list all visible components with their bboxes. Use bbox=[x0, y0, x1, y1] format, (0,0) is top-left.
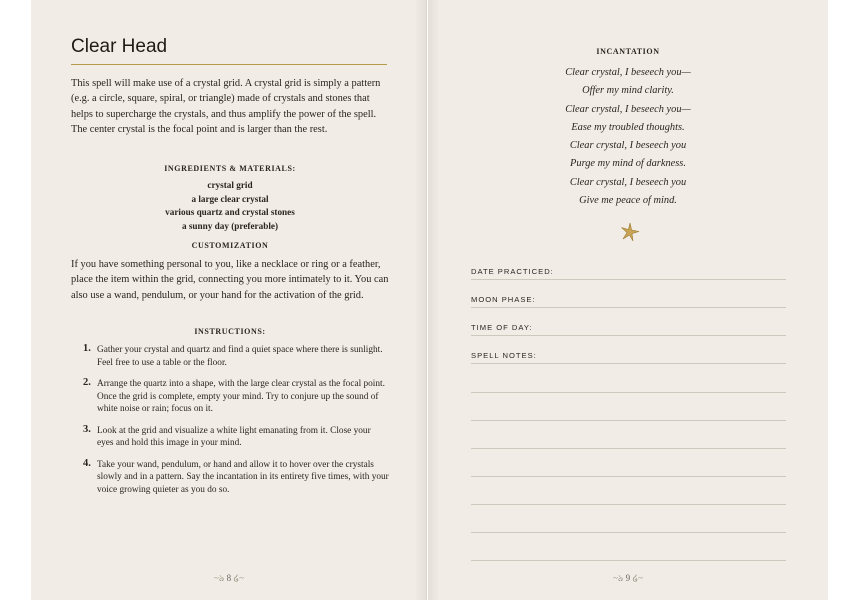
page-number: 8 bbox=[226, 573, 232, 583]
flourish-icon: ໒~ bbox=[233, 573, 244, 583]
ingredient-item: a large clear crystal bbox=[191, 193, 269, 204]
spell-notes-label: SPELL NOTES: bbox=[471, 351, 537, 360]
right-page bbox=[428, 0, 828, 600]
instruction-step bbox=[83, 459, 389, 497]
intro-paragraph: This spell will make use of a crystal grid. A crystal grid is simply a pattern (e.g. a circle, square, spiral, or triangle) made of crystals and stones that helps to supercharge the crystals, and thus amplify the power of the spell. The center crystal is the focal point and is larger than the rest. bbox=[71, 78, 381, 136]
instruction-step bbox=[83, 344, 389, 369]
gutter-shadow bbox=[414, 0, 426, 600]
step-number: 1. bbox=[83, 343, 91, 354]
step-text: Take your wand, pendulum, or hand and allow it to hover over the crystals slowly and in a pattern. Say the incantation in its entirety five times, with your voice growing quieter as you do so. bbox=[97, 459, 389, 495]
verse-line: Clear crystal, I beseech you— bbox=[565, 103, 691, 115]
customization-heading: CUSTOMIZATION bbox=[191, 241, 269, 250]
step-number: 2. bbox=[83, 376, 91, 388]
incantation-verse bbox=[428, 64, 828, 210]
ingredients-heading: INGREDIENTS & MATERIALS: bbox=[164, 164, 296, 173]
customization-paragraph: If you have something personal to you, like a necklace or ring or a feather, place the item within the grid, connecting you more intimately to it. You can also use a wand, pendulum, or your hand for the activation of the grid. bbox=[71, 259, 389, 301]
instruction-step bbox=[83, 425, 389, 450]
verse-line: Purge my mind of darkness. bbox=[570, 158, 686, 170]
ingredient-item: various quartz and crystal stones bbox=[165, 207, 295, 217]
notes-line bbox=[471, 420, 786, 421]
verse-line: Give me peace of mind. bbox=[579, 195, 677, 207]
verse-line: Clear crystal, I beseech you bbox=[569, 140, 687, 152]
notes-line bbox=[471, 532, 786, 533]
notes-line bbox=[471, 476, 786, 477]
moon-phase-label: MOON PHASE: bbox=[471, 295, 536, 304]
page-title: Clear Head bbox=[71, 36, 168, 57]
date-practiced-field bbox=[471, 265, 786, 280]
notes-line bbox=[471, 504, 786, 505]
notes-line bbox=[471, 560, 786, 561]
flourish-icon: ໒~ bbox=[632, 573, 643, 583]
time-of-day-field bbox=[471, 321, 786, 336]
time-of-day-label: TIME OF DAY: bbox=[471, 323, 533, 332]
spell-notes-field bbox=[471, 349, 786, 364]
instructions-list bbox=[83, 344, 389, 505]
instructions-heading: INSTRUCTIONS: bbox=[194, 327, 266, 336]
ingredient-item: a sunny day (preferable) bbox=[181, 220, 279, 231]
star-sparkle-icon bbox=[620, 222, 640, 242]
notes-line bbox=[471, 392, 786, 393]
page-number-footer bbox=[598, 571, 658, 586]
notes-line bbox=[471, 448, 786, 449]
flourish-icon: ~ঌ bbox=[613, 573, 624, 583]
step-text: Arrange the quartz into a shape, with the large clear crystal as the focal point. Once the grid is complete, empty your mind. Try to conjure up the sound of white noise or rain; focus on it. bbox=[97, 378, 385, 415]
step-text: Gather your crystal and quartz and find a quiet space where there is sunlight. Feel free to use a table or the floor. bbox=[97, 345, 383, 368]
page-number: 9 bbox=[625, 573, 631, 583]
verse-line: Ease my troubled thoughts. bbox=[571, 121, 685, 133]
step-text: Look at the grid and visualize a white light emanating from it. Close your eyes and hold this image in your mind. bbox=[97, 425, 371, 449]
page-number-footer bbox=[199, 571, 259, 586]
ingredients-list bbox=[71, 179, 389, 233]
left-page bbox=[31, 0, 427, 600]
verse-line: Clear crystal, I beseech you bbox=[569, 176, 687, 188]
step-number: 4. bbox=[83, 457, 91, 469]
instruction-step bbox=[83, 378, 389, 416]
verse-line: Offer my mind clarity. bbox=[582, 85, 674, 97]
title-divider bbox=[71, 64, 387, 65]
ingredient-item: crystal grid bbox=[207, 180, 253, 190]
flourish-icon: ~ঌ bbox=[214, 573, 225, 583]
step-number: 3. bbox=[83, 423, 91, 435]
verse-line: Clear crystal, I beseech you— bbox=[565, 67, 691, 78]
moon-phase-field bbox=[471, 293, 786, 308]
incantation-heading: INCANTATION bbox=[596, 47, 660, 56]
date-practiced-label: DATE PRACTICED: bbox=[471, 267, 554, 276]
